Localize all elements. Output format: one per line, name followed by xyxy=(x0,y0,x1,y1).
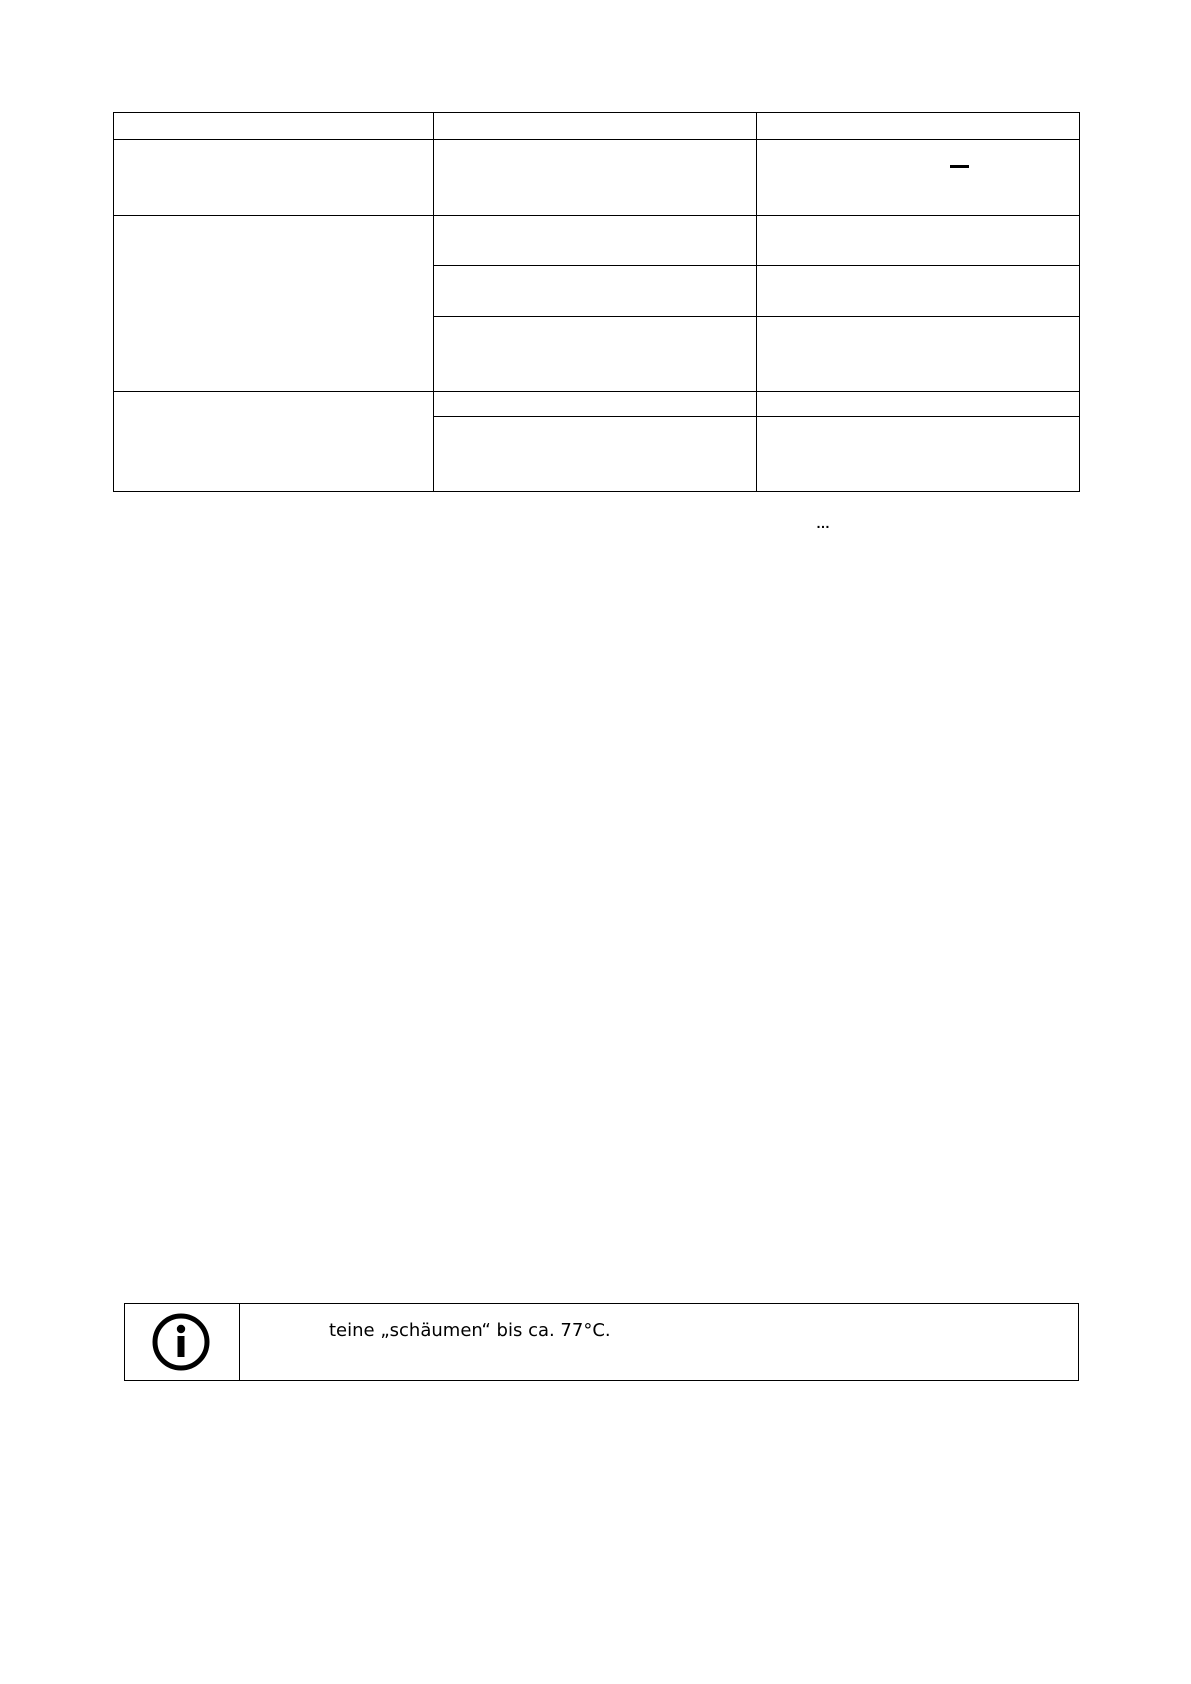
table-rule xyxy=(756,112,757,492)
table-rule xyxy=(113,215,1080,216)
table-rule xyxy=(113,391,1080,392)
table-rule xyxy=(113,139,1080,140)
table-rule xyxy=(113,112,114,492)
table-rule xyxy=(1079,112,1080,492)
dash-mark xyxy=(950,165,969,168)
info-icon xyxy=(152,1313,210,1371)
info-text: teine „schäumen“ bis ca. 77°C. xyxy=(329,1320,611,1341)
table-rule xyxy=(113,112,1080,113)
ellipsis-mark: … xyxy=(816,515,829,531)
table-rule xyxy=(433,112,434,492)
info-note xyxy=(124,1303,1079,1381)
table-rule xyxy=(113,491,1080,492)
info-divider xyxy=(239,1304,240,1380)
